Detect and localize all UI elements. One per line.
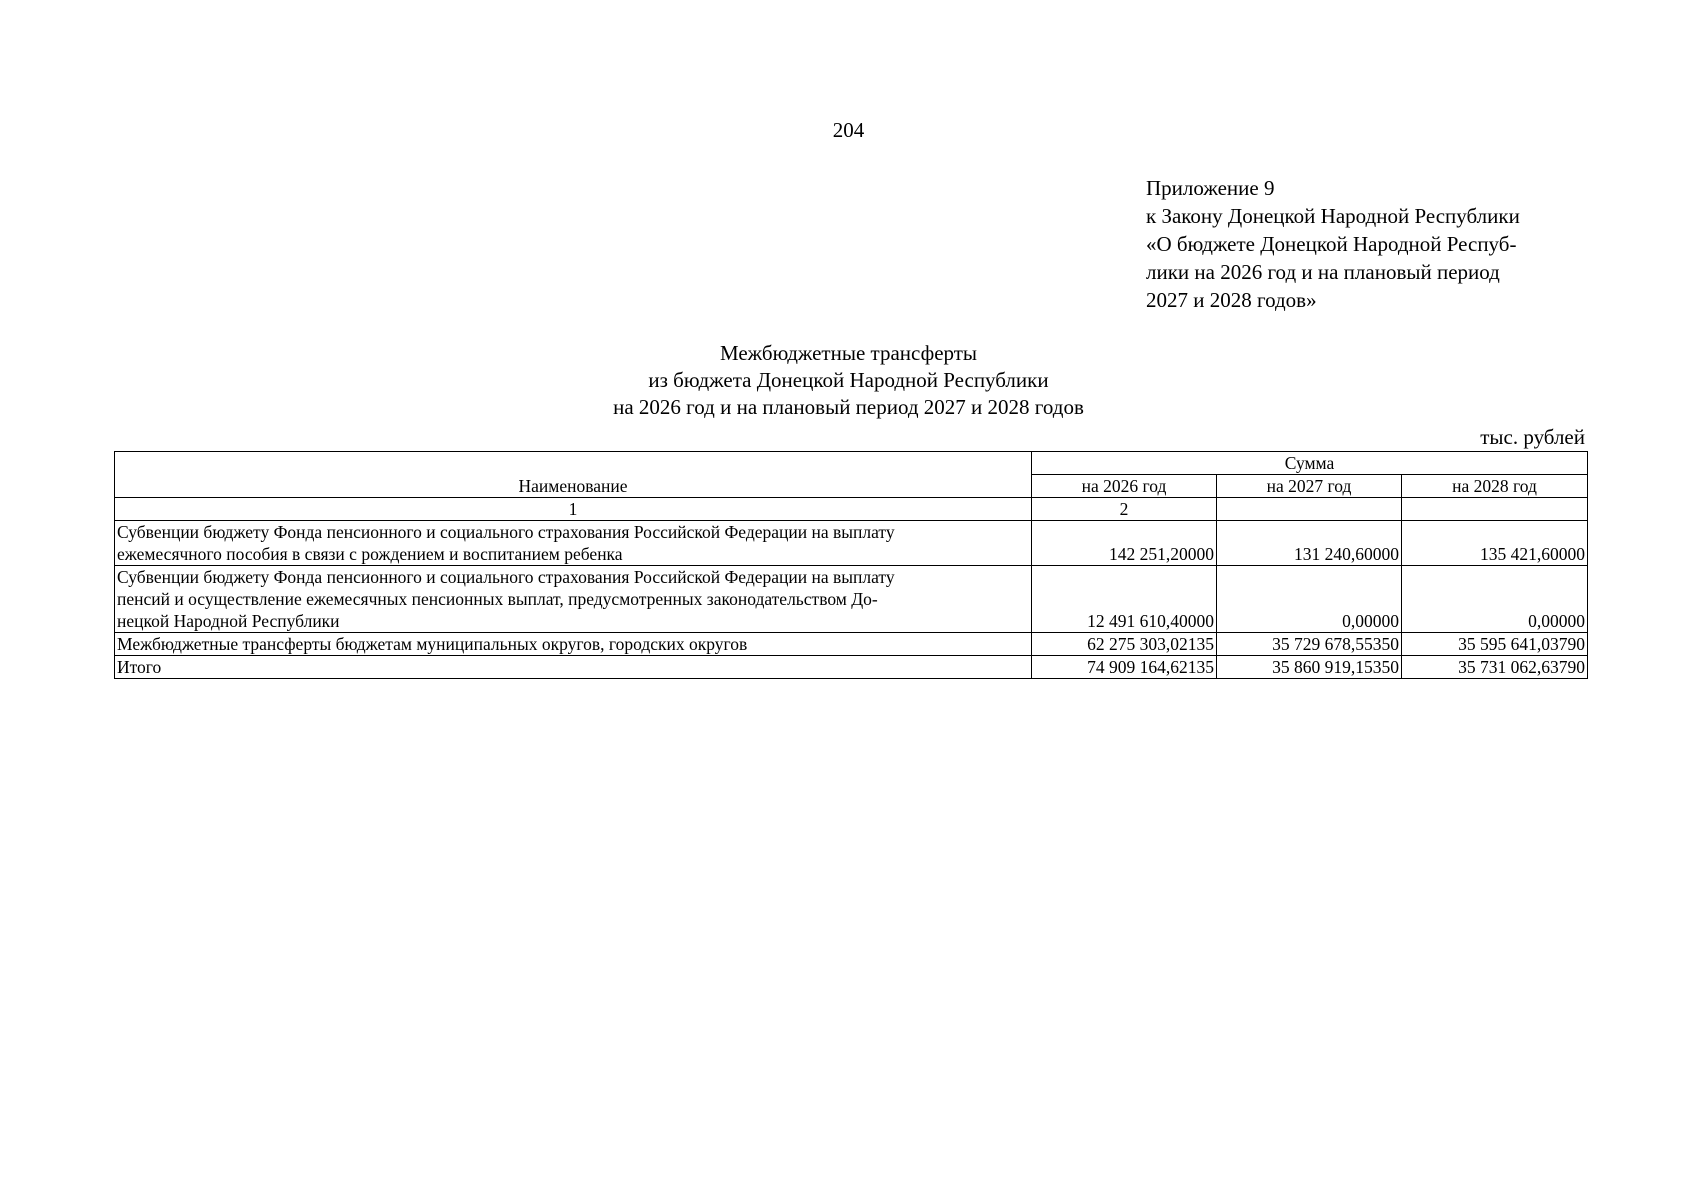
title-line: из бюджета Донецкой Народной Республики — [648, 368, 1049, 392]
row-name — [115, 633, 1032, 656]
row-name — [115, 521, 1032, 566]
column-number: 2 — [1032, 498, 1217, 521]
value-2028: 0,00000 — [1402, 566, 1588, 633]
row-name-line: нецкой Народной Республики — [117, 611, 340, 631]
transfers-table — [114, 451, 1588, 679]
appendix-line: к Закону Донецкой Народной Республики — [1146, 204, 1520, 228]
value-2027: 131 240,60000 — [1217, 521, 1402, 566]
header-year-2028: на 2028 год — [1402, 475, 1588, 498]
total-row — [115, 656, 1588, 679]
column-number — [1402, 498, 1588, 521]
row-name-line: Итого — [117, 657, 162, 677]
row-name-line: Субвенции бюджету Фонда пенсионного и социального страхования Российской Федерации на выплату — [117, 567, 895, 587]
row-name-line: пенсий и осуществление ежемесячных пенсионных выплат, предусмотренных законодательством До- — [117, 589, 878, 609]
appendix-line: Приложение 9 — [1146, 176, 1275, 200]
table-row — [115, 633, 1588, 656]
document-title — [0, 340, 1697, 421]
table-row — [115, 566, 1588, 633]
column-number-row — [115, 498, 1588, 521]
value-2026: 12 491 610,40000 — [1032, 566, 1217, 633]
value-2026: 142 251,20000 — [1032, 521, 1217, 566]
value-2028: 35 731 062,63790 — [1402, 656, 1588, 679]
row-name-line: ежемесячного пособия в связи с рождением и воспитанием ребенка — [117, 544, 623, 564]
title-line: Межбюджетные трансферты — [719, 341, 978, 365]
header-year-2027: на 2027 год — [1217, 475, 1402, 498]
title-line: на 2026 год и на плановый период 2027 и 2028 годов — [613, 395, 1084, 419]
appendix-line: 2027 и 2028 годов» — [1146, 288, 1317, 312]
value-2028: 135 421,60000 — [1402, 521, 1588, 566]
appendix-line: лики на 2026 год и на плановый период — [1146, 260, 1500, 284]
value-2027: 35 860 919,15350 — [1217, 656, 1402, 679]
value-2028: 35 595 641,03790 — [1402, 633, 1588, 656]
value-2027: 35 729 678,55350 — [1217, 633, 1402, 656]
page-number: 204 — [832, 118, 865, 142]
header-row — [115, 452, 1588, 475]
value-2026: 74 909 164,62135 — [1032, 656, 1217, 679]
table-row — [115, 521, 1588, 566]
row-name-line: Субвенции бюджету Фонда пенсионного и социального страхования Российской Федерации на выплату — [117, 522, 895, 542]
row-name — [115, 656, 1032, 679]
row-name-line: Межбюджетные трансферты бюджетам муниципальных округов, городских округов — [117, 634, 748, 654]
row-name — [115, 566, 1032, 633]
appendix-note — [1146, 174, 1616, 314]
header-year-2026: на 2026 год — [1032, 475, 1217, 498]
appendix-line: «О бюджете Донецкой Народной Респуб- — [1146, 232, 1517, 256]
column-number: 1 — [115, 498, 1032, 521]
column-number — [1217, 498, 1402, 521]
header-name: Наименование — [115, 452, 1032, 498]
value-2027: 0,00000 — [1217, 566, 1402, 633]
unit-label: тыс. рублей — [1480, 425, 1585, 449]
value-2026: 62 275 303,02135 — [1032, 633, 1217, 656]
header-sum: Сумма — [1032, 452, 1588, 475]
